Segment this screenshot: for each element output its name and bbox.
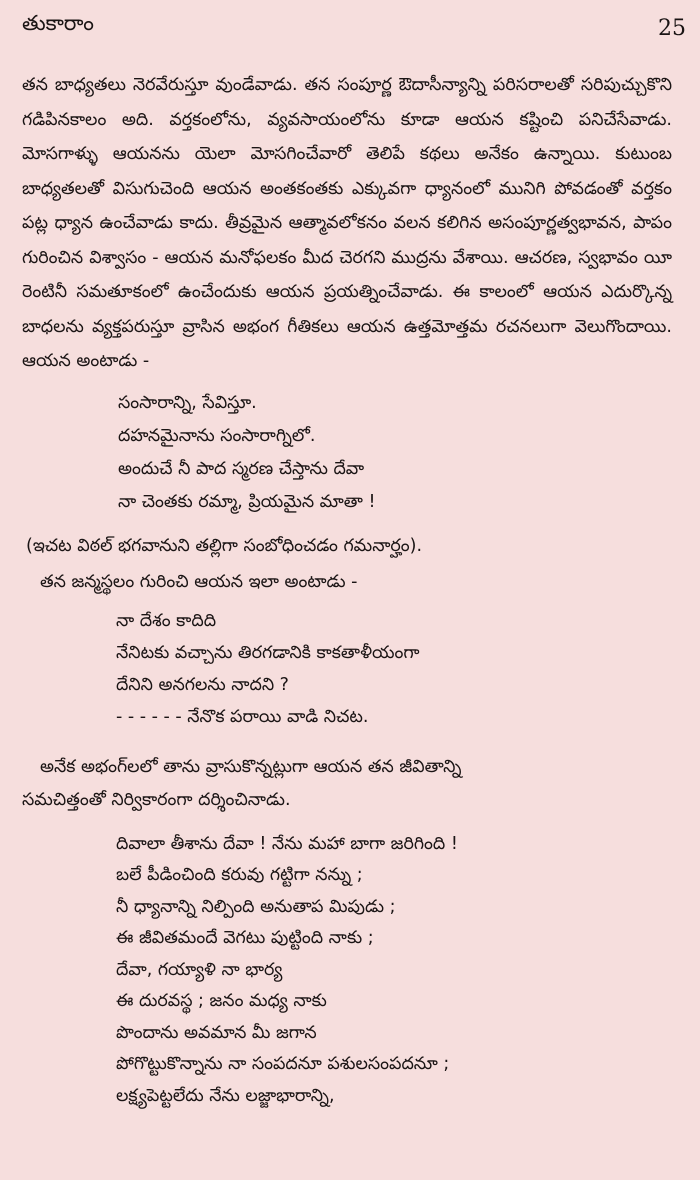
- verse-line: బలే పీడించింది కరువు గట్టిగా నన్ను ;: [116, 865, 363, 885]
- body-paragraph: తన బాధ్యతలు నెరవేరుస్తూ వుండేవాడు. తన సంపూర్ణ ఔదాసీన్యాన్ని పరిసరాలతో సరిపుచ్చుకొని గడిపినకాలం అది. వర్తకంలోను, వ్యవసాయంలోను కూడా ఆయన కష్టించి పనిచేసేవాడు. మోసగాళ్ళు ఆయనను యెలా మోసగించేవారో తెలిపే కథలు అనేకం ఉన్నాయి. కుటుంబ బాధ్యతలతో విసుగుచెంది ఆయన అంతకంతకు ఎక్కువగా ధ్యానంలో మునిగి పోవడంతో వర్తకం పట్ల ధ్యాన ఉంచేవాడు కాదు. తీవ్రమైన ఆత్మావలోకనం వలన కలిగిన అసంపూర్ణత్వభావన, పాపం గురించిన విశ్వాసం - ఆయన మనోఫలకం మీద చెరగని ముద్రను వేశాయి. ఆచరణ, స్వభావం యీ రెంటినీ సమతూకంలో ఉంచేందుకు ఆయన ప్రయత్నించేవాడు. ఈ కాలంలో ఆయన ఎదుర్కొన్న బాధలను వ్యక్తపరుస్తూ వ్రాసిన అభంగ గీతికలు ఆయన ఉత్తమోత్తమ రచనలుగా వెలుగొందాయి. ఆయన అంటాడు -: [22, 75, 672, 371]
- verse-line: - - - - - - నేనొక పరాయి వాడి నిచట.: [116, 706, 369, 727]
- verse-line: దహనమైనాను సంసారాగ్నిలో.: [118, 425, 316, 446]
- verse-line: దేవా, గయ్యాళి నా భార్య: [116, 959, 283, 980]
- verse-line: దివాలా తీశాను దేవా ! నేను మహా బాగా జరిగింది !: [116, 833, 458, 854]
- verse-line: లక్ష్యపెట్టలేదు నేను లజ్జాభారాన్ని,: [116, 1085, 335, 1106]
- running-title: తుకారాం: [22, 11, 94, 35]
- page-header: [0, 8, 700, 44]
- verse-line: నా చెంతకు రమ్మా, ప్రియమైన మాతా !: [118, 491, 376, 512]
- page-number: 25: [658, 16, 686, 41]
- verse-line: దేనిని అనగలను నాదని ?: [116, 674, 289, 695]
- verse-line: అందుచే నీ పాద స్మరణ చేస్తాను దేవా: [118, 458, 365, 479]
- verse-block: [22, 829, 672, 1113]
- verse-intro: తన జన్మస్థలం గురించి ఆయన ఇలా అంటాడు -: [40, 571, 358, 592]
- verse-line: పొందాను అవమాన మీ జగాన: [116, 1022, 317, 1043]
- verse-block: [22, 605, 672, 733]
- verse-line: నేనిటకు వచ్చాను తిరగడానికి కాకతాళీయంగా: [116, 642, 420, 663]
- verse-line: నీ ధ్యానాన్ని నిల్పింది అనుతాప మిపుడు ;: [116, 896, 396, 917]
- verse-line: సంసారాన్ని, సేవిస్తూ.: [118, 392, 257, 413]
- body-paragraph: [22, 751, 672, 817]
- verse-line: పోగొట్టుకొన్నాను నా సంపదనూ పశులసంపదనూ ;: [116, 1054, 450, 1074]
- verse-line: ఈ దురవస్థ ; జనం మధ్య నాకు: [116, 991, 327, 1011]
- parenthetical-note: (ఇచట విఠల్ భగవానుని తల్లిగా సంబోధించడం గమనార్హం).: [26, 535, 423, 556]
- page-body: [22, 68, 672, 1112]
- verse-line: నా దేశం కాదిది: [116, 610, 217, 631]
- paragraph-line: సమచిత్తంతో నిర్వికారంగా దర్శించినాడు.: [22, 789, 291, 810]
- verse-line: ఈ జీవితమందే వెగటు పుట్టింది నాకు ;: [116, 928, 374, 948]
- paragraph-line: అనేక అభంగ్‌లలో తాను వ్రాసుకొన్నట్లుగా ఆయన తన జీవితాన్ని: [40, 756, 462, 777]
- verse-block: [22, 387, 672, 519]
